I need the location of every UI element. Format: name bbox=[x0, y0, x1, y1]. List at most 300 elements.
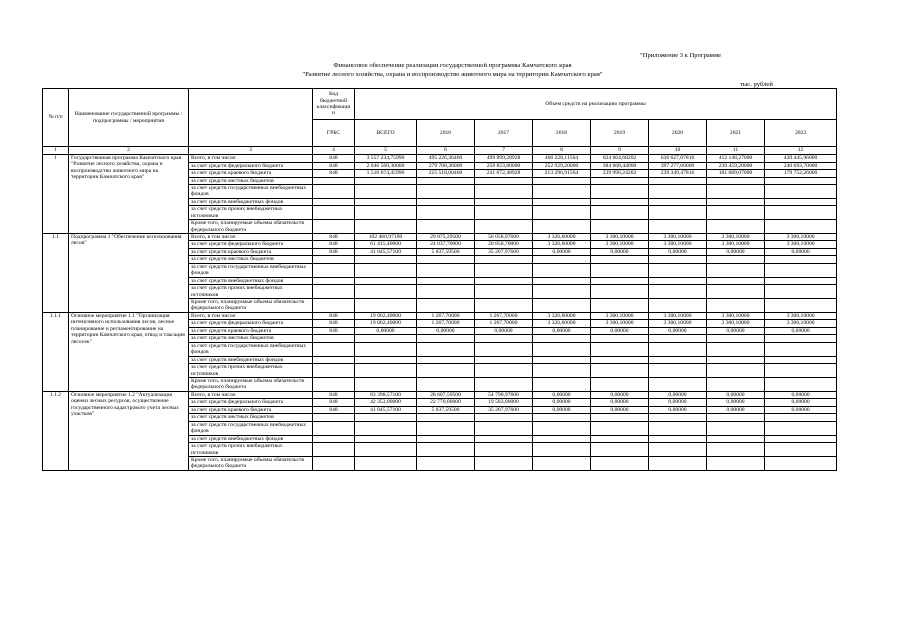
amount-cell: 0,00000 bbox=[417, 327, 475, 335]
amount-cell: 2 046 560,30000 bbox=[355, 162, 417, 170]
amount-cell bbox=[649, 342, 707, 356]
amount-cell bbox=[649, 256, 707, 264]
amount-cell bbox=[533, 378, 591, 392]
amount-cell bbox=[475, 342, 533, 356]
amount-cell: 0,00000 bbox=[591, 406, 649, 414]
amount-cell bbox=[355, 335, 417, 343]
amount-cell bbox=[707, 277, 765, 285]
amount-cell bbox=[355, 456, 417, 470]
amount-cell: 495 226,36460 bbox=[417, 155, 475, 163]
amount-cell: 0,00000 bbox=[707, 391, 765, 399]
amount-cell bbox=[591, 356, 649, 364]
amount-cell bbox=[649, 414, 707, 422]
amount-cell bbox=[355, 356, 417, 364]
grbs-code bbox=[313, 277, 355, 285]
amount-cell bbox=[591, 414, 649, 422]
amount-cell bbox=[533, 277, 591, 285]
amount-cell: 24 037,70000 bbox=[417, 241, 475, 249]
amount-cell bbox=[475, 299, 533, 313]
amount-cell: 3 300,10000 bbox=[707, 233, 765, 241]
amount-cell bbox=[649, 378, 707, 392]
amount-cell bbox=[533, 456, 591, 470]
amount-cell bbox=[355, 198, 417, 206]
amount-cell bbox=[591, 285, 649, 299]
amount-cell bbox=[591, 220, 649, 234]
grbs-code: 848 bbox=[313, 162, 355, 170]
amount-cell bbox=[591, 185, 649, 199]
amount-cell: 3 300,10000 bbox=[765, 320, 837, 328]
amount-cell: 0,00000 bbox=[707, 248, 765, 256]
amount-cell: 28 607,59500 bbox=[417, 391, 475, 399]
amount-cell bbox=[355, 342, 417, 356]
amount-cell bbox=[355, 277, 417, 285]
amount-cell bbox=[649, 299, 707, 313]
amount-cell bbox=[417, 263, 475, 277]
amount-cell bbox=[707, 177, 765, 185]
amount-cell bbox=[649, 277, 707, 285]
amount-cell: 3 300,10000 bbox=[649, 233, 707, 241]
grbs-code bbox=[313, 299, 355, 313]
amount-cell bbox=[707, 421, 765, 435]
amount-cell: 83 398,57100 bbox=[355, 391, 417, 399]
amount-cell bbox=[707, 435, 765, 443]
amount-cell: 3 300,10000 bbox=[649, 320, 707, 328]
amount-cell: 29 875,29500 bbox=[417, 233, 475, 241]
program-name: Основное мероприятие 1.1 "Организация интенсивного использования лесов, лесное планирование и регламентирование на территории Камчатского края, отвод и таксация лесосек" bbox=[69, 312, 189, 391]
amount-cell bbox=[765, 364, 837, 378]
amount-cell: 0,00000 bbox=[591, 248, 649, 256]
funding-source: за счет средств федерального бюджета bbox=[189, 320, 313, 328]
amount-cell bbox=[707, 220, 765, 234]
grbs-code: 848 bbox=[313, 248, 355, 256]
amount-cell bbox=[591, 443, 649, 457]
amount-cell bbox=[765, 435, 837, 443]
amount-cell bbox=[591, 299, 649, 313]
amount-cell: 1 267,70000 bbox=[475, 312, 533, 320]
row-number: 1 bbox=[43, 155, 69, 234]
amount-cell bbox=[765, 443, 837, 457]
column-number: 2 bbox=[69, 147, 189, 155]
funding-source: Всего, в том числе: bbox=[189, 233, 313, 241]
amount-cell bbox=[475, 335, 533, 343]
amount-cell bbox=[533, 299, 591, 313]
amount-cell: 19 062,40000 bbox=[355, 320, 417, 328]
row-number: 1.1.2 bbox=[43, 391, 69, 470]
amount-cell bbox=[417, 335, 475, 343]
header-year: 2022 bbox=[765, 120, 837, 147]
column-number: 7 bbox=[475, 147, 533, 155]
amount-cell bbox=[591, 256, 649, 264]
amount-cell bbox=[533, 364, 591, 378]
amount-cell: 3 300,10000 bbox=[591, 320, 649, 328]
amount-cell bbox=[475, 435, 533, 443]
column-number: 12 bbox=[765, 147, 837, 155]
amount-cell bbox=[533, 177, 591, 185]
grbs-code bbox=[313, 198, 355, 206]
amount-cell bbox=[649, 285, 707, 299]
amount-cell: 41 045,57100 bbox=[355, 406, 417, 414]
amount-cell bbox=[707, 198, 765, 206]
funding-source: за счет средств федерального бюджета bbox=[189, 162, 313, 170]
amount-cell bbox=[649, 263, 707, 277]
amount-cell: 239 996,24202 bbox=[591, 170, 649, 178]
grbs-code: 848 bbox=[313, 241, 355, 249]
funding-source: за счет средств внебюджетных фондов bbox=[189, 277, 313, 285]
amount-cell bbox=[591, 198, 649, 206]
amount-cell bbox=[649, 177, 707, 185]
amount-cell: 0,00000 bbox=[765, 327, 837, 335]
amount-cell: 0,00000 bbox=[649, 399, 707, 407]
amount-cell bbox=[765, 356, 837, 364]
amount-cell: 56 058,97600 bbox=[475, 233, 533, 241]
appendix-note: "Приложение 3 к Программе bbox=[640, 52, 722, 59]
funding-source: за счет средств краевого бюджета bbox=[189, 248, 313, 256]
header-year: 2021 bbox=[707, 120, 765, 147]
amount-cell bbox=[533, 198, 591, 206]
grbs-code bbox=[313, 456, 355, 470]
row-number: 1.1 bbox=[43, 233, 69, 312]
amount-cell: 239 349,47816 bbox=[649, 170, 707, 178]
amount-cell bbox=[765, 185, 837, 199]
amount-cell: 0,00000 bbox=[649, 391, 707, 399]
amount-cell: 1 267,70000 bbox=[417, 320, 475, 328]
amount-cell bbox=[355, 256, 417, 264]
amount-cell bbox=[649, 220, 707, 234]
amount-cell: 181 689,07000 bbox=[707, 170, 765, 178]
amount-cell: 102 460,97100 bbox=[355, 233, 417, 241]
amount-cell bbox=[591, 435, 649, 443]
funding-source: за счет средств местных бюджетов bbox=[189, 177, 313, 185]
amount-cell bbox=[355, 435, 417, 443]
amount-cell bbox=[649, 185, 707, 199]
header-source bbox=[189, 89, 313, 147]
amount-cell bbox=[533, 356, 591, 364]
amount-cell: 3 300,10000 bbox=[591, 233, 649, 241]
amount-cell bbox=[591, 342, 649, 356]
amount-cell bbox=[355, 185, 417, 199]
amount-cell bbox=[475, 198, 533, 206]
amount-cell: 5 837,59500 bbox=[417, 248, 475, 256]
funding-source: за счет средств внебюджетных фондов bbox=[189, 198, 313, 206]
amount-cell bbox=[417, 185, 475, 199]
amount-cell bbox=[707, 342, 765, 356]
amount-cell bbox=[765, 198, 837, 206]
amount-cell bbox=[417, 342, 475, 356]
amount-cell: 412 148,27000 bbox=[707, 155, 765, 163]
amount-cell: 0,00000 bbox=[533, 327, 591, 335]
header-budget-code: Код бюджетной классификаци и bbox=[313, 89, 355, 120]
funding-source: за счет средств государственных внебюджетных фондов bbox=[189, 263, 313, 277]
amount-cell bbox=[355, 206, 417, 220]
amount-cell: 3 300,10000 bbox=[591, 241, 649, 249]
amount-cell bbox=[533, 421, 591, 435]
amount-cell bbox=[533, 263, 591, 277]
amount-cell: 3 326,60000 bbox=[533, 233, 591, 241]
amount-cell: 241 072,48928 bbox=[475, 170, 533, 178]
amount-cell: 61 415,40000 bbox=[355, 241, 417, 249]
amount-cell: 230 459,20000 bbox=[707, 162, 765, 170]
funding-source: Кроме того, планируемые объемы обязательств федерального бюджета bbox=[189, 378, 313, 392]
amount-cell bbox=[707, 356, 765, 364]
amount-cell: 466 226,11564 bbox=[533, 155, 591, 163]
amount-cell: 35 207,97600 bbox=[475, 406, 533, 414]
amount-cell: 279 708,36000 bbox=[417, 162, 475, 170]
funding-source: за счет средств прочих внебюджетных источников bbox=[189, 443, 313, 457]
amount-cell bbox=[475, 220, 533, 234]
amount-cell bbox=[707, 285, 765, 299]
amount-cell bbox=[649, 356, 707, 364]
amount-cell bbox=[475, 356, 533, 364]
amount-cell bbox=[765, 421, 837, 435]
amount-cell bbox=[765, 414, 837, 422]
amount-cell bbox=[765, 342, 837, 356]
amount-cell bbox=[649, 364, 707, 378]
amount-cell bbox=[417, 356, 475, 364]
amount-cell bbox=[417, 378, 475, 392]
funding-source: за счет средств внебюджетных фондов bbox=[189, 356, 313, 364]
grbs-code: 848 bbox=[313, 399, 355, 407]
table-row bbox=[43, 233, 837, 241]
amount-cell bbox=[707, 256, 765, 264]
grbs-code bbox=[313, 185, 355, 199]
amount-cell bbox=[475, 185, 533, 199]
amount-cell bbox=[649, 198, 707, 206]
amount-cell bbox=[417, 198, 475, 206]
grbs-code bbox=[313, 177, 355, 185]
funding-source: Кроме того, планируемые объемы обязательств федерального бюджета bbox=[189, 220, 313, 234]
column-number: 3 bbox=[189, 147, 313, 155]
amount-cell bbox=[475, 177, 533, 185]
amount-cell bbox=[765, 256, 837, 264]
amount-cell bbox=[417, 364, 475, 378]
amount-cell bbox=[533, 285, 591, 299]
column-number: 1 bbox=[43, 147, 69, 155]
funding-source: Всего, в том числе: bbox=[189, 391, 313, 399]
funding-source: за счет средств федерального бюджета bbox=[189, 399, 313, 407]
grbs-code bbox=[313, 206, 355, 220]
funding-source: за счет средств прочих внебюджетных источников bbox=[189, 206, 313, 220]
amount-cell: 41 045,57100 bbox=[355, 248, 417, 256]
amount-cell bbox=[533, 220, 591, 234]
amount-cell bbox=[355, 414, 417, 422]
funding-source: за счет средств прочих внебюджетных источников bbox=[189, 285, 313, 299]
amount-cell bbox=[417, 443, 475, 457]
amount-cell bbox=[355, 421, 417, 435]
amount-cell: 19 583,00000 bbox=[475, 399, 533, 407]
amount-cell: 1 267,70000 bbox=[475, 320, 533, 328]
amount-cell: 1 510 674,45990 bbox=[355, 170, 417, 178]
amount-cell: 3 300,10000 bbox=[765, 233, 837, 241]
header-volume: Объем средств на реализацию программы bbox=[355, 89, 837, 120]
amount-cell bbox=[417, 220, 475, 234]
amount-cell bbox=[765, 177, 837, 185]
amount-cell: 3 557 234,75990 bbox=[355, 155, 417, 163]
amount-cell bbox=[649, 456, 707, 470]
funding-source: за счет средств федерального бюджета bbox=[189, 241, 313, 249]
amount-cell: 3 300,10000 bbox=[649, 312, 707, 320]
header-name: Наименование государственной программы / подпрограммы / мероприятия bbox=[69, 89, 189, 147]
funding-source: за счет средств местных бюджетов bbox=[189, 335, 313, 343]
grbs-code bbox=[313, 335, 355, 343]
amount-cell: 54 790,97600 bbox=[475, 391, 533, 399]
amount-cell: 5 837,59500 bbox=[417, 406, 475, 414]
amount-cell: 0,00000 bbox=[355, 327, 417, 335]
amount-cell bbox=[591, 335, 649, 343]
column-number: 5 bbox=[355, 147, 417, 155]
grbs-code bbox=[313, 220, 355, 234]
amount-cell bbox=[649, 335, 707, 343]
program-name: Основное мероприятие 1.2 "Актуализация оценки лесных ресурсов, осуществление государственного кадастрового учета лесных участков" bbox=[69, 391, 189, 470]
amount-cell: 3 300,10000 bbox=[707, 320, 765, 328]
amount-cell bbox=[765, 378, 837, 392]
program-name: Подпрограмма 1 "Обеспечение использования лесов" bbox=[69, 233, 189, 312]
amount-cell: 3 300,10000 bbox=[765, 241, 837, 249]
funding-source: за счет средств государственных внебюджетных фондов bbox=[189, 342, 313, 356]
amount-cell: 22 770,00000 bbox=[417, 399, 475, 407]
amount-cell bbox=[417, 435, 475, 443]
amount-cell: 0,00000 bbox=[707, 327, 765, 335]
header-year: 2016 bbox=[417, 120, 475, 147]
amount-cell: 0,00000 bbox=[475, 327, 533, 335]
amount-cell: 0,00000 bbox=[649, 327, 707, 335]
amount-cell bbox=[533, 185, 591, 199]
funding-source: за счет средств краевого бюджета bbox=[189, 406, 313, 414]
grbs-code: 848 bbox=[313, 320, 355, 328]
amount-cell bbox=[765, 263, 837, 277]
amount-cell: 0,00000 bbox=[591, 391, 649, 399]
amount-cell: 240 693,70000 bbox=[765, 162, 837, 170]
grbs-code bbox=[313, 364, 355, 378]
funding-source: за счет средств государственных внебюджетных фондов bbox=[189, 421, 313, 435]
grbs-code bbox=[313, 414, 355, 422]
funding-source: за счет средств прочих внебюджетных источников bbox=[189, 364, 313, 378]
amount-cell: 215 518,00460 bbox=[417, 170, 475, 178]
row-number: 1.1.1 bbox=[43, 312, 69, 391]
amount-cell bbox=[707, 364, 765, 378]
amount-cell bbox=[533, 342, 591, 356]
funding-source: за счет средств краевого бюджета bbox=[189, 170, 313, 178]
amount-cell: 636 627,07816 bbox=[649, 155, 707, 163]
amount-cell: 19 062,40000 bbox=[355, 312, 417, 320]
amount-cell bbox=[475, 364, 533, 378]
document-subtitle: "Развитие лесного хозяйства, охрана и воспроизводство животного мира на территории Камчатского края" bbox=[302, 71, 603, 78]
funding-source: за счет средств местных бюджетов bbox=[189, 414, 313, 422]
amount-cell bbox=[417, 177, 475, 185]
table-row bbox=[43, 391, 837, 399]
column-number: 10 bbox=[649, 147, 707, 155]
amount-cell bbox=[591, 456, 649, 470]
amount-cell bbox=[765, 206, 837, 220]
amount-cell bbox=[707, 414, 765, 422]
header-number: № п/п bbox=[43, 89, 69, 147]
amount-cell: 0,00000 bbox=[649, 248, 707, 256]
amount-cell: 0,00000 bbox=[649, 406, 707, 414]
amount-cell bbox=[765, 220, 837, 234]
grbs-code bbox=[313, 285, 355, 299]
amount-cell: 3 300,10000 bbox=[591, 312, 649, 320]
funding-source: Кроме того, планируемые объемы обязательств федерального бюджета bbox=[189, 456, 313, 470]
amount-cell bbox=[707, 206, 765, 220]
amount-cell bbox=[533, 443, 591, 457]
column-number: 9 bbox=[591, 147, 649, 155]
program-name: Государственная программа Камчатского края "Развитие лесного хозяйства, охрана и воспроизводство животного мира на территории Камчатского края" bbox=[69, 155, 189, 234]
amount-cell bbox=[591, 421, 649, 435]
amount-cell: 624 664,68202 bbox=[591, 155, 649, 163]
amount-cell bbox=[355, 364, 417, 378]
amount-cell bbox=[355, 177, 417, 185]
amount-cell: 1 267,70000 bbox=[417, 312, 475, 320]
amount-cell bbox=[591, 206, 649, 220]
amount-cell bbox=[475, 277, 533, 285]
column-number: 8 bbox=[533, 147, 591, 155]
funding-source: за счет средств государственных внебюджетных фондов bbox=[189, 185, 313, 199]
amount-cell: 384 668,44000 bbox=[591, 162, 649, 170]
grbs-code: 848 bbox=[313, 391, 355, 399]
amount-cell bbox=[417, 206, 475, 220]
table-row bbox=[43, 155, 837, 163]
amount-cell bbox=[649, 435, 707, 443]
amount-cell: 397 277,60000 bbox=[649, 162, 707, 170]
amount-cell bbox=[591, 277, 649, 285]
amount-cell bbox=[649, 206, 707, 220]
amount-cell bbox=[417, 421, 475, 435]
amount-cell bbox=[707, 335, 765, 343]
amount-cell bbox=[355, 443, 417, 457]
amount-cell: 3 326,60000 bbox=[533, 241, 591, 249]
amount-cell bbox=[591, 177, 649, 185]
grbs-code bbox=[313, 421, 355, 435]
amount-cell: 0,00000 bbox=[533, 399, 591, 407]
funding-source: за счет средств краевого бюджета bbox=[189, 327, 313, 335]
amount-cell bbox=[533, 435, 591, 443]
amount-cell bbox=[355, 285, 417, 299]
amount-cell bbox=[417, 277, 475, 285]
amount-cell bbox=[765, 335, 837, 343]
amount-cell bbox=[765, 299, 837, 313]
amount-cell bbox=[475, 378, 533, 392]
amount-cell: 252 929,20000 bbox=[533, 162, 591, 170]
amount-cell: 0,00000 bbox=[765, 391, 837, 399]
amount-cell: 213 296,91564 bbox=[533, 170, 591, 178]
column-number: 6 bbox=[417, 147, 475, 155]
grbs-code bbox=[313, 435, 355, 443]
funding-source: Кроме того, планируемые объемы обязательств федерального бюджета bbox=[189, 299, 313, 313]
financing-table bbox=[42, 88, 837, 471]
grbs-code: 848 bbox=[313, 312, 355, 320]
document-title: Финансовое обеспечение реализации государственной программы Камчатского края bbox=[333, 62, 572, 69]
amount-cell: 0,00000 bbox=[533, 391, 591, 399]
grbs-code: 848 bbox=[313, 327, 355, 335]
header-grbs: ГРБС bbox=[313, 120, 355, 147]
amount-cell bbox=[533, 206, 591, 220]
amount-cell bbox=[355, 378, 417, 392]
amount-cell bbox=[355, 263, 417, 277]
amount-cell: 42 353,00000 bbox=[355, 399, 417, 407]
amount-cell: 3 300,10000 bbox=[707, 312, 765, 320]
amount-cell bbox=[417, 256, 475, 264]
amount-cell: 0,00000 bbox=[533, 406, 591, 414]
amount-cell: 35 207,97600 bbox=[475, 248, 533, 256]
amount-cell: 179 752,26000 bbox=[765, 170, 837, 178]
header-year: 2018 bbox=[533, 120, 591, 147]
amount-cell bbox=[417, 285, 475, 299]
amount-cell bbox=[355, 220, 417, 234]
amount-cell bbox=[765, 277, 837, 285]
amount-cell: 3 300,10000 bbox=[649, 241, 707, 249]
amount-cell bbox=[417, 414, 475, 422]
amount-cell: 3 326,60000 bbox=[533, 312, 591, 320]
grbs-code bbox=[313, 256, 355, 264]
